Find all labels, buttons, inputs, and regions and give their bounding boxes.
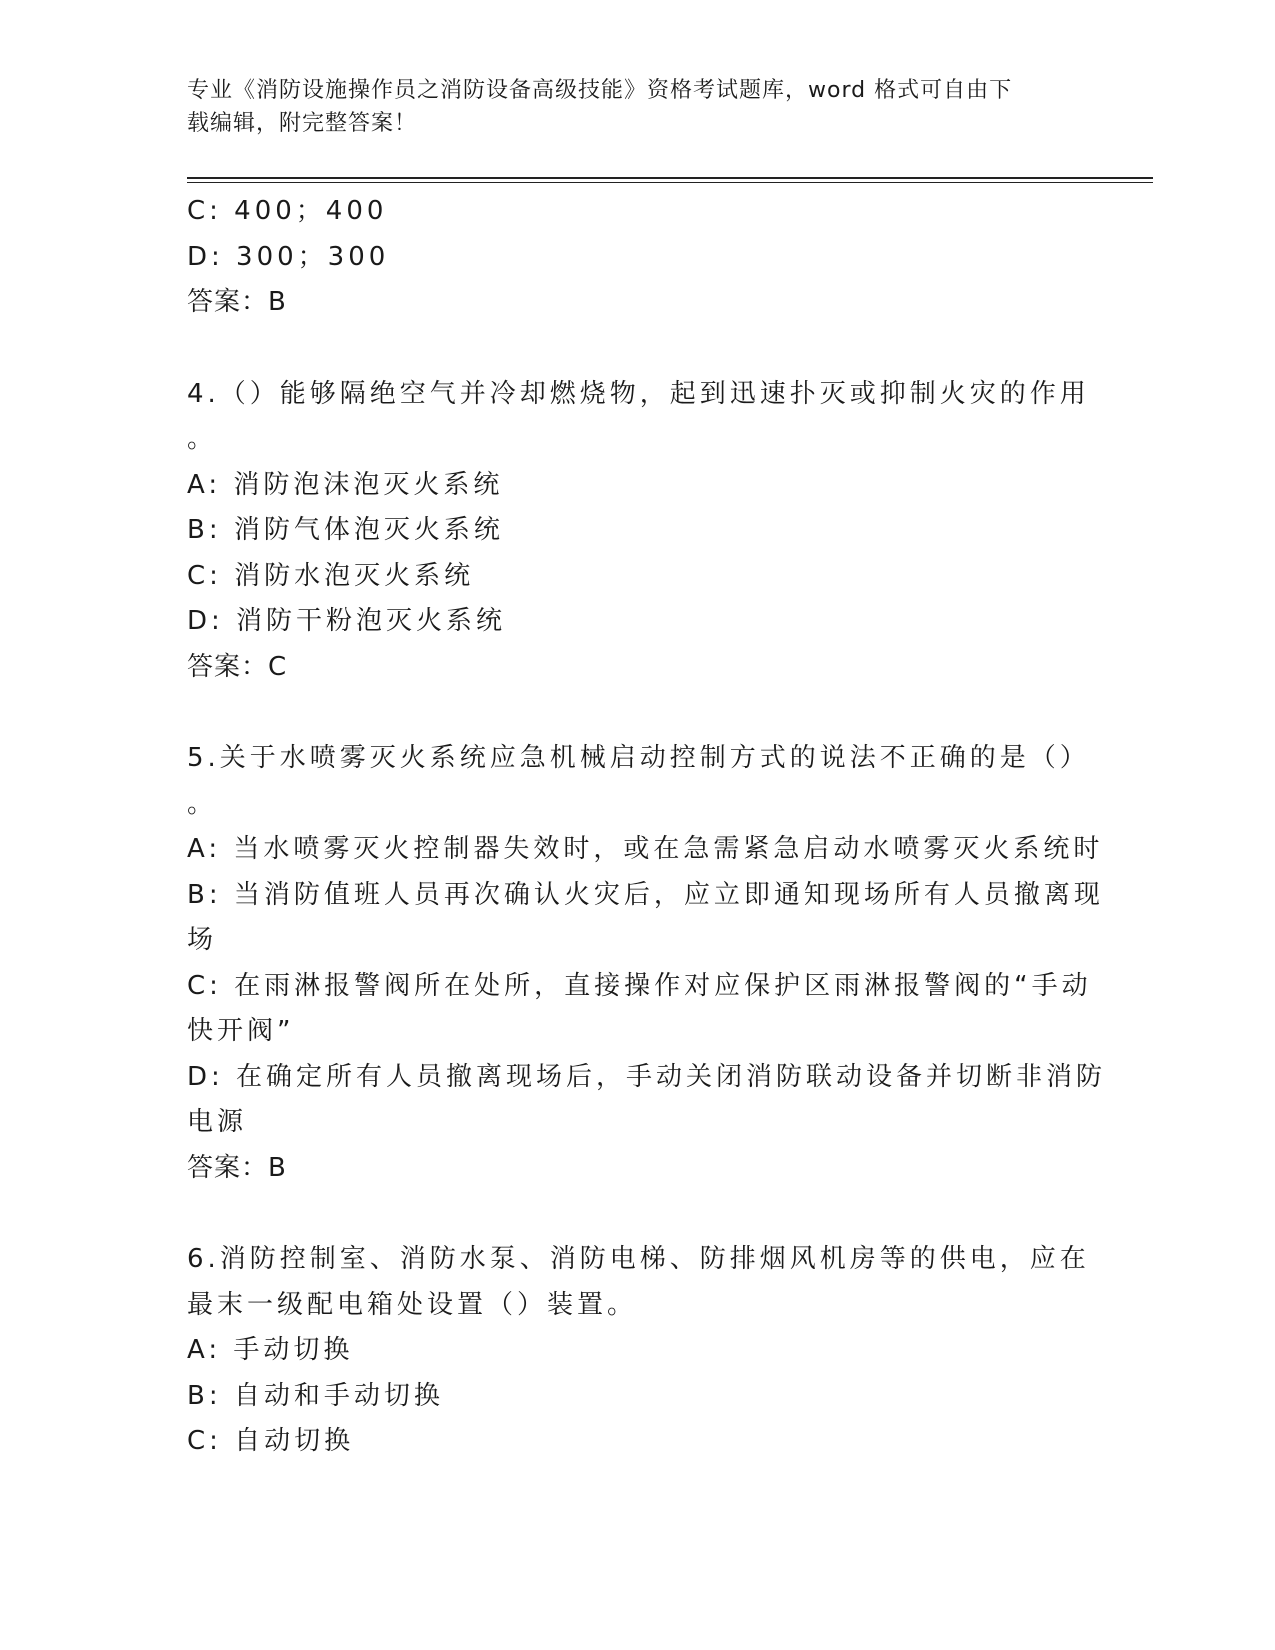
option-c: C: 消防水泡灭火系统 [187, 560, 475, 591]
option-d: D: 在确定所有人员撤离现场后，手动关闭消防联动设备并切断非消防 [187, 1061, 1107, 1092]
spacer [187, 690, 1087, 736]
question-3-tail [187, 189, 1087, 326]
option-a: A: 手动切换 [187, 1335, 354, 1365]
question-4 [187, 372, 1090, 691]
option-c-continuation: 快开阀” [187, 1016, 295, 1046]
option-b: B: 消防气体泡灭火系统 [187, 515, 504, 545]
option-b: B: 自动和手动切换 [187, 1380, 444, 1411]
option-c: C: 400；400 [187, 196, 388, 226]
header-line-1: 专业《消防设施操作员之消防设备高级技能》资格考试题库，word 格式可自由下 [187, 78, 1013, 103]
option-a: A: 当水喷雾灭火控制器失效时，或在急需紧急启动水喷雾灭火系统时 [187, 834, 1104, 864]
option-a: A: 消防泡沫泡灭火系统 [187, 469, 504, 500]
spacer [187, 326, 1087, 372]
question-stem: 6.消防控制室、消防水泵、消防电梯、防排烟风机房等的供电，应在 [187, 1244, 1090, 1274]
document-header [187, 74, 1067, 140]
question-stem: 5.关于水喷雾灭火系统应急机械启动控制方式的说法不正确的是（） [187, 743, 1090, 773]
question-5 [187, 736, 1107, 1191]
option-d: D: 消防干粉泡灭火系统 [187, 606, 507, 636]
question-stem-continuation: 最末一级配电箱处设置（）装置。 [187, 1289, 638, 1320]
option-b-continuation: 场 [187, 925, 218, 955]
question-6 [187, 1237, 1090, 1465]
option-c: C: 在雨淋报警阀所在处所，直接操作对应保护区雨淋报警阀的“手动 [187, 970, 1092, 1001]
answer: 答案：C [187, 651, 288, 682]
spacer [187, 1191, 1087, 1237]
option-c: C: 自动切换 [187, 1426, 355, 1456]
question-list [187, 189, 1107, 1465]
header-divider [187, 177, 1153, 183]
question-stem-continuation: 。 [187, 788, 218, 819]
question-stem-continuation: 。 [187, 424, 218, 454]
question-stem: 4.（）能够隔绝空气并冷却燃烧物，起到迅速扑灭或抑制火灾的作用 [187, 378, 1090, 409]
option-b: B: 当消防值班人员再次确认火灾后，应立即通知现场所有人员撤离现 [187, 879, 1104, 910]
answer: 答案：B [187, 1152, 287, 1183]
answer: 答案：B [187, 287, 287, 317]
header-line-2: 载编辑，附完整答案！ [187, 111, 418, 136]
option-d-continuation: 电源 [187, 1107, 248, 1137]
option-d: D: 300；300 [187, 241, 390, 272]
